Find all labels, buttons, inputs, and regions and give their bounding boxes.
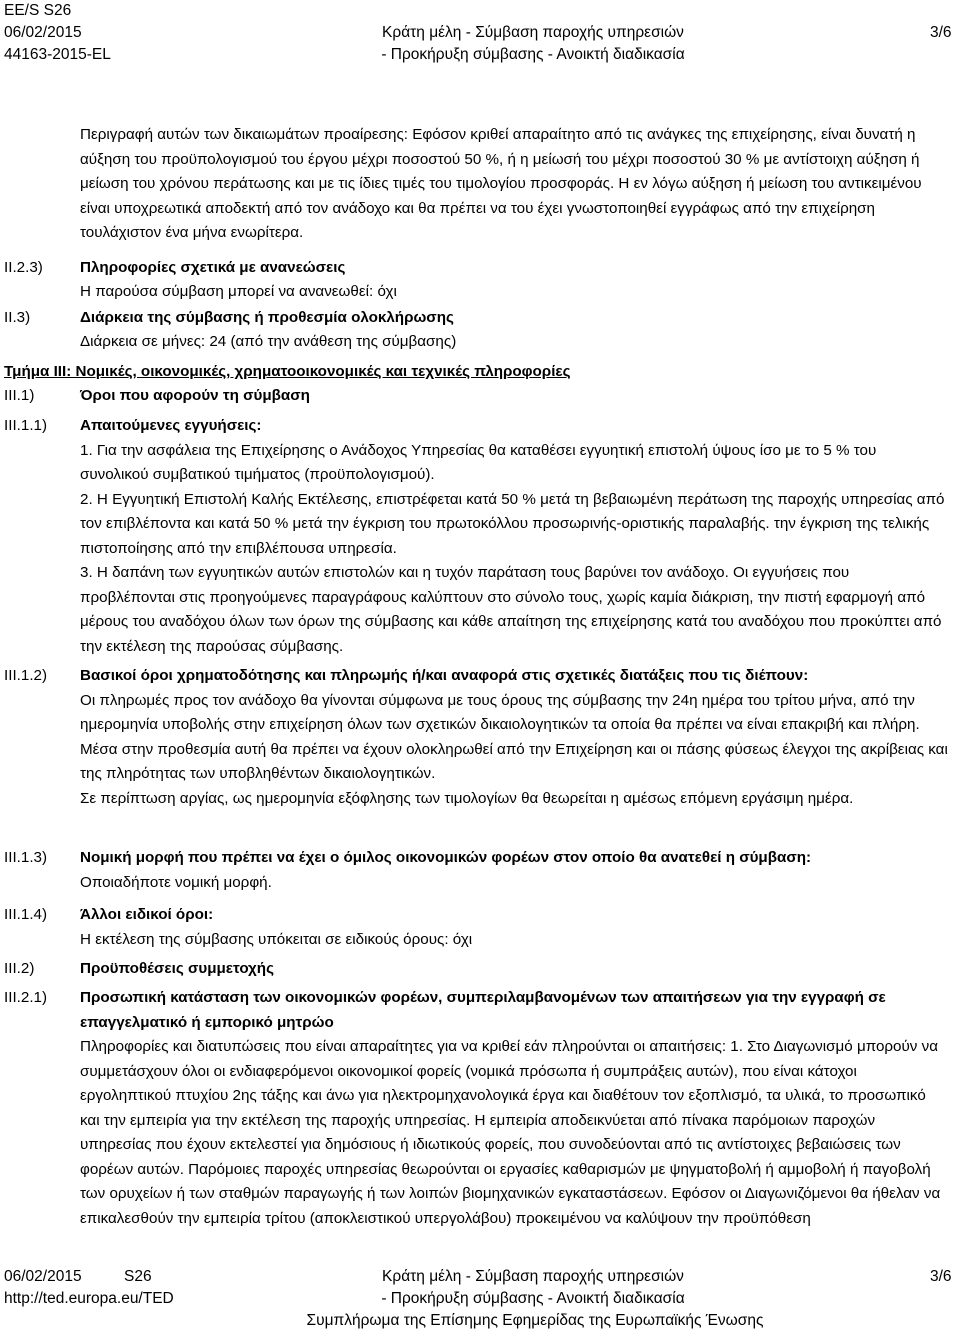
header-ref: 44163-2015-EL bbox=[4, 46, 111, 63]
financing-block bbox=[80, 664, 948, 811]
header-date: 06/02/2015 bbox=[4, 24, 82, 41]
section-iii-title: Τμήμα III: Νομικές, οικονομικές, χρηματοοικονομικές και τεχνικές πληροφορίες bbox=[4, 363, 571, 380]
financing-heading: Βασικοί όροι χρηματοδότησης και πληρωμής ή/και αναφορά στις σχετικές διατάξεις που τις διέπουν: bbox=[80, 667, 809, 684]
footer-supplement: Συμπλήρωμα της Επίσημης Εφημερίδας της Ευρωπαϊκής Ένωσης bbox=[306, 1312, 764, 1329]
financing-text-1: Οι πληρωμές προς τον ανάδοχο θα γίνονται σύμφωνα με τους όρους της σύμβασης την 24η ημέρα του τρίτου μήνα, από την ημερομηνία υποβολής στην επιχείρηση όλων των σχετικών δικαιολογητικών τα οποία θα πρέπει να είναι επακριβή και πλήρη. Μέσα στην προθεσμία αυτή θα πρέπει να έχουν ολοκληρωθεί από την Επιχείρηση και οι πάσης φύσεως έλεγχοι της ακρίβειας και της πληρότητας των υποβληθέντων δικαιολογητικών. bbox=[80, 691, 948, 782]
footer-series: S26 bbox=[124, 1268, 152, 1285]
header-title-line1: Κράτη μέλη - Σύμβαση παροχής υπηρεσιών bbox=[382, 24, 684, 41]
contract-conditions-title: Όροι που αφορούν τη σύμβαση bbox=[80, 387, 310, 404]
footer-title-line2: - Προκήρυξη σύμβασης - Ανοικτή διαδικασία bbox=[381, 1290, 685, 1307]
personal-situation-text: Πληροφορίες και διατυπώσεις που είναι απαραίτητες για να κριθεί εάν πληρούνται οι απαιτήσεις: 1. Στο Διαγωνισμό μπορούν να συμμετάσχουν όλοι οι ενδιαφερόμενοι οικονομικοί φορείς (νομικά πρόσωπα ή συμπράξεις αυτών), που είναι κάτοχοι εργοληπτικού πτυχίου 2ης τάξης και άνω για ηλεκτρομηχανολογικά έργα και διαθέτουν τον εξοπλισμό, τα υλικά, το προσωπικό και την εμπειρία για την εκτέλεση της παροχής υπηρεσίας. Η εμπειρία αποδεικνύεται από πίνακα παρόμοιων παροχών υπηρεσίας που έχουν εκτελεστεί για δημόσιους ή ιδιωτικούς φορείς, που συνοδεύονται από τις αντίστοιχες βεβαιώσεις των φορέων αυτών. Παρόμοιες παροχές υπηρεσίας θεωρούνται οι εργασίες καθαρισμών με ψηγματοβολή ή αμμοβολή ή παγοβολή των ορυχείων ή των σταθμών παραγωγής ή των λοιπών βιομηχανικών εγκαταστάσεων. Εφόσον οι Διαγωνιζόμενοι θα ήθελαν να επικαλεσθούν την εμπειρία τρίτου (αποκλειστικού υπεργολάβου) προκειμένου να καλύψουν την προϋπόθεση bbox=[80, 1038, 941, 1227]
header-title-line2: - Προκήρυξη σύμβασης - Ανοικτή διαδικασία bbox=[381, 46, 685, 63]
section-number-iii1: III.1) bbox=[4, 387, 35, 404]
section-number-iii11: III.1.1) bbox=[4, 417, 48, 434]
guarantees-item-1: 1. Για την ασφάλεια της Επιχείρησης ο Ανάδοχος Υπηρεσίας θα καταθέσει εγγυητική επιστολή ύψους ίσο με το 5 % του συνολικού συμβατικού τιμήματος (προϋπολογισμού). bbox=[80, 441, 877, 483]
participation-title: Προϋποθέσεις συμμετοχής bbox=[80, 960, 274, 977]
options-paragraph: Περιγραφή αυτών των δικαιωμάτων προαίρεσης: Εφόσον κριθεί απαραίτητο από τις ανάγκες της επιχείρησης, είναι δυνατή η αύξηση του προϋπολογισμού του έργου μέχρι ποσοστού 50 %, ή η μείωσή του μέχρι ποσοστού 30 % με αντίστοιχη αύξηση ή μείωση του χρόνου περάτωσης και με τις ίδιες τιμές του τιμολογίου προσφοράς. Η εν λόγω αύξηση ή μείωση του αντικειμένου είναι υποχρεωτικά αποδεκτή από τον ανάδοχο και θα πρέπει να του έχει γνωστοποιηθεί εγγράφως από την επιχείρηση τουλάχιστον ένα μήνα ενωρίτερα. bbox=[80, 126, 922, 241]
duration-text: Διάρκεια σε μήνες: 24 (από την ανάθεση της σύμβασης) bbox=[80, 333, 457, 350]
special-conditions-block bbox=[80, 903, 948, 952]
guarantees-heading: Απαιτούμενες εγγυήσεις: bbox=[80, 417, 262, 434]
section-number-ii23: II.2.3) bbox=[4, 259, 43, 276]
section-number-ii3: II.3) bbox=[4, 309, 31, 326]
guarantees-item-3: 3. Η δαπάνη των εγγυητικών αυτών επιστολών και η τυχόν παράταση τους βαρύνει τον ανάδοχο. Οι εγγυήσεις που προβλέπονται στις προηγούμενες παραγράφους καλύπτουν στο σύνολο τους, χωρίς καμία διάκριση, την πιστή εφαρμογή από μέρους του αναδόχου όλων των όρων της σύμβασης και κάθε απαίτηση της επιχείρησης κατά του αναδόχου που προκύπτει από την εκτέλεση της παρούσας σύμβασης. bbox=[80, 564, 942, 655]
legal-form-block bbox=[80, 846, 948, 895]
footer-url[interactable]: http://ted.europa.eu/TED bbox=[4, 1290, 174, 1307]
header-page: 3/6 bbox=[930, 24, 952, 41]
special-conditions-text: Η εκτέλεση της σύμβασης υπόκειται σε ειδικούς όρους: όχι bbox=[80, 930, 473, 948]
renewal-text: Η παρούσα σύμβαση μπορεί να ανανεωθεί: όχι bbox=[80, 283, 397, 300]
renewal-heading: Πληροφορίες σχετικά με ανανεώσεις bbox=[80, 259, 346, 276]
special-conditions-heading: Άλλοι ειδικοί όροι: bbox=[80, 906, 214, 923]
footer-title-line1: Κράτη μέλη - Σύμβαση παροχής υπηρεσιών bbox=[382, 1268, 684, 1285]
section-number-iii2: III.2) bbox=[4, 960, 35, 977]
section-number-iii14: III.1.4) bbox=[4, 906, 48, 923]
footer-date: 06/02/2015 bbox=[4, 1268, 82, 1285]
section-number-iii12: III.1.2) bbox=[4, 667, 48, 684]
footer-page: 3/6 bbox=[930, 1268, 952, 1285]
section-number-iii21: III.2.1) bbox=[4, 989, 48, 1006]
legal-form-text: Οποιαδήποτε νομική μορφή. bbox=[80, 873, 272, 891]
legal-form-heading: Νομική μορφή που πρέπει να έχει ο όμιλος οικονομικών φορέων στον οποίο θα ανατεθεί η σύμβαση: bbox=[80, 849, 812, 866]
guarantees-item-2: 2. Η Εγγυητική Επιστολή Καλής Εκτέλεσης, επιστρέφεται κατά 50 % μετά τη βεβαιωμένη περάτωση της παροχής υπηρεσίας από τον επιβλέποντα και κατά 50 % μετά την έγκριση του πρωτοκόλλου προσωρινής-οριστικής παραλαβής. την έγκριση της τελικής πιστοποίησης από την επιβλέπουσα υπηρεσία. bbox=[80, 490, 945, 557]
section-number-iii13: III.1.3) bbox=[4, 849, 48, 866]
duration-heading: Διάρκεια της σύμβασης ή προθεσμία ολοκλήρωσης bbox=[80, 309, 454, 326]
personal-situation-heading: Προσωπική κατάσταση των οικονομικών φορέων, συμπεριλαμβανομένων των απαιτήσεων για την εγγραφή σε επαγγελματικό ή εμπορικό μητρώο bbox=[80, 989, 886, 1031]
header-series: EE/S S26 bbox=[4, 2, 72, 19]
personal-situation-block bbox=[80, 986, 948, 1231]
financing-text-2: Σε περίπτωση αργίας, ως ημερομηνία εξόφλησης των τιμολογίων θα θεωρείται η αμέσως επόμενη εργάσιμη ημέρα. bbox=[80, 789, 854, 807]
guarantees-block bbox=[80, 414, 948, 659]
